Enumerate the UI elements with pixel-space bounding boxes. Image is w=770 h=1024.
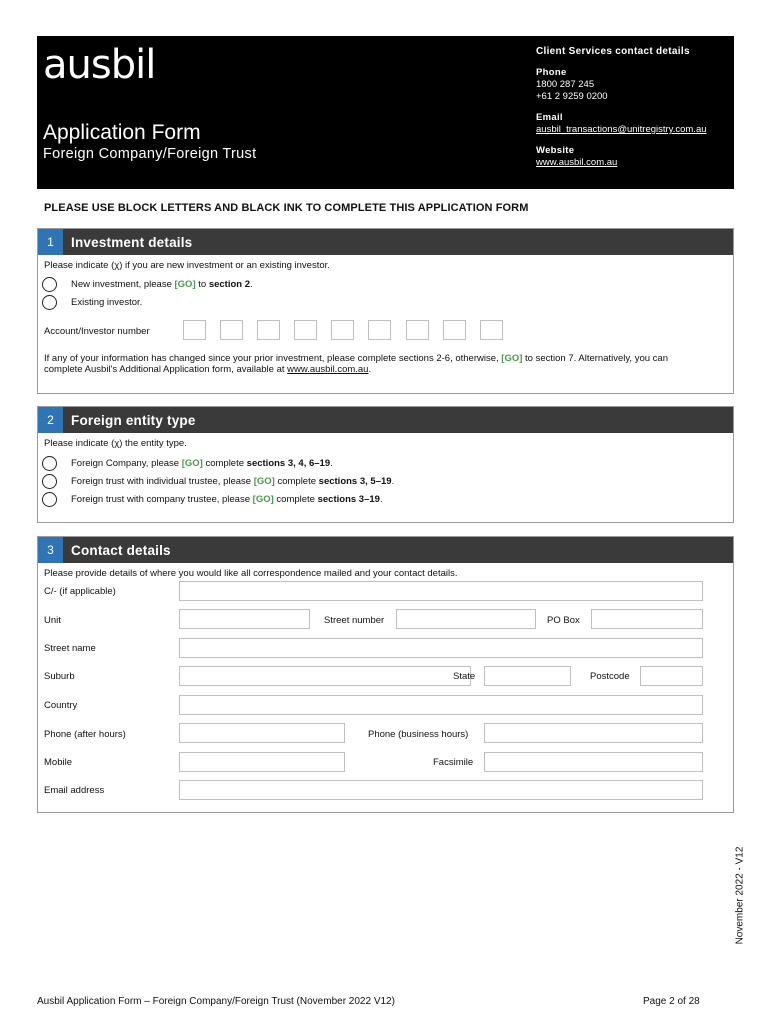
website-label: Website — [536, 145, 575, 156]
facsimile-label: Facsimile — [433, 757, 474, 768]
state-input[interactable] — [484, 666, 571, 686]
option-foreign-company[interactable] — [42, 456, 333, 471]
form-title: Application Form — [43, 121, 201, 144]
facsimile-input[interactable] — [484, 752, 703, 772]
ausbil-website-link[interactable]: www.ausbil.com.au — [287, 364, 369, 375]
phone-group — [536, 67, 731, 103]
street-name-input[interactable] — [179, 638, 703, 658]
email-link[interactable]: ausbil_transactions@unitregistry.com.au — [536, 124, 707, 135]
contact-title: Client Services contact details — [536, 46, 690, 57]
page-number: Page 2 of 28 — [643, 996, 700, 1007]
phone-business-hours-label: Phone (business hours) — [368, 729, 469, 740]
option-label: Existing investor. — [71, 297, 143, 308]
option-label: Foreign Company, please [GO] complete sections 3, 4, 6–19. — [71, 458, 333, 469]
postcode-label: Postcode — [590, 671, 630, 682]
footer-form-name: Ausbil Application Form – Foreign Company/Foreign Trust (November 2022 V12) — [37, 996, 395, 1007]
radio-trust-company-trustee[interactable] — [42, 492, 57, 507]
email-label: Email — [536, 112, 563, 123]
section-intro: Please indicate (χ) the entity type. — [44, 438, 187, 449]
country-label: Country — [44, 700, 78, 711]
contact-details — [536, 46, 731, 178]
section-title: Contact details — [71, 542, 171, 558]
email-address-input[interactable] — [179, 780, 703, 800]
investment-note: If any of your information has changed since your prior investment, please complete sections 2-6, otherwise, [GO] to section 7. Alternatively, you can complete Ausbil's Additional Application form, available at www.ausbil.com.au. — [44, 353, 668, 375]
street-number-input[interactable] — [396, 609, 536, 629]
option-label: Foreign trust with individual trustee, please [GO] complete sections 3, 5–19. — [71, 476, 395, 487]
version-label: November 2022 - V12 — [734, 846, 746, 945]
postcode-input[interactable] — [640, 666, 703, 686]
unit-input[interactable] — [179, 609, 310, 629]
account-number-label: Account/Investor number — [44, 326, 150, 337]
form-subtitle: Foreign Company/Foreign Trust — [43, 146, 257, 162]
email-address-label: Email address — [44, 785, 105, 796]
option-existing-investor[interactable] — [42, 295, 142, 310]
section-header — [38, 229, 733, 255]
suburb-input[interactable] — [179, 666, 471, 686]
ausbil-logo: ausbil — [43, 42, 156, 88]
po-box-label: PO Box — [547, 615, 580, 626]
account-digit-box[interactable] — [443, 320, 466, 340]
phone-after-hours-input[interactable] — [179, 723, 345, 743]
radio-existing-investor[interactable] — [42, 295, 57, 310]
radio-new-investment[interactable] — [42, 277, 57, 292]
state-label: State — [453, 671, 476, 682]
phone-business-hours-input[interactable] — [484, 723, 703, 743]
section-title: Foreign entity type — [71, 412, 196, 428]
account-digit-box[interactable] — [220, 320, 243, 340]
account-digit-box[interactable] — [368, 320, 391, 340]
phone-after-hours-label: Phone (after hours) — [44, 729, 126, 740]
account-digit-box[interactable] — [183, 320, 206, 340]
care-of-label: C/- (if applicable) — [44, 586, 116, 597]
account-digit-box[interactable] — [480, 320, 503, 340]
email-group — [536, 112, 731, 136]
unit-label: Unit — [44, 615, 61, 626]
section-contact-details — [37, 536, 734, 813]
section-foreign-entity-type — [37, 406, 734, 523]
instruction-text: PLEASE USE BLOCK LETTERS AND BLACK INK TO COMPLETE THIS APPLICATION FORM — [44, 202, 529, 214]
mobile-input[interactable] — [179, 752, 345, 772]
po-box-input[interactable] — [591, 609, 703, 629]
section-number: 3 — [38, 537, 63, 563]
account-digit-box[interactable] — [294, 320, 317, 340]
phone-label: Phone — [536, 67, 567, 78]
account-digit-box[interactable] — [331, 320, 354, 340]
section-intro: Please indicate (χ) if you are new investment or an existing investor. — [44, 260, 330, 271]
care-of-input[interactable] — [179, 581, 703, 601]
website-group — [536, 145, 731, 169]
country-input[interactable] — [179, 695, 703, 715]
header-banner — [37, 36, 734, 189]
section-header — [38, 537, 733, 563]
phone-number-2: +61 2 9259 0200 — [536, 91, 608, 102]
option-trust-company-trustee[interactable] — [42, 492, 383, 507]
account-digit-box[interactable] — [406, 320, 429, 340]
phone-number-1: 1800 287 245 — [536, 79, 595, 90]
street-number-label: Street number — [324, 615, 385, 626]
section-title: Investment details — [71, 234, 193, 250]
section-intro: Please provide details of where you would like all correspondence mailed and your contact details. — [44, 568, 458, 579]
street-name-label: Street name — [44, 643, 96, 654]
option-label: Foreign trust with company trustee, please [GO] complete sections 3–19. — [71, 494, 383, 505]
section-header — [38, 407, 733, 433]
account-digit-box[interactable] — [257, 320, 280, 340]
website-link[interactable]: www.ausbil.com.au — [536, 157, 618, 168]
section-number: 1 — [38, 229, 63, 255]
radio-foreign-company[interactable] — [42, 456, 57, 471]
option-trust-individual-trustee[interactable] — [42, 474, 394, 489]
option-new-investment[interactable] — [42, 277, 253, 292]
radio-trust-individual-trustee[interactable] — [42, 474, 57, 489]
section-number: 2 — [38, 407, 63, 433]
section-investment-details — [37, 228, 734, 394]
option-label: New investment, please [GO] to section 2. — [71, 279, 253, 290]
suburb-label: Suburb — [44, 671, 75, 682]
mobile-label: Mobile — [44, 757, 72, 768]
